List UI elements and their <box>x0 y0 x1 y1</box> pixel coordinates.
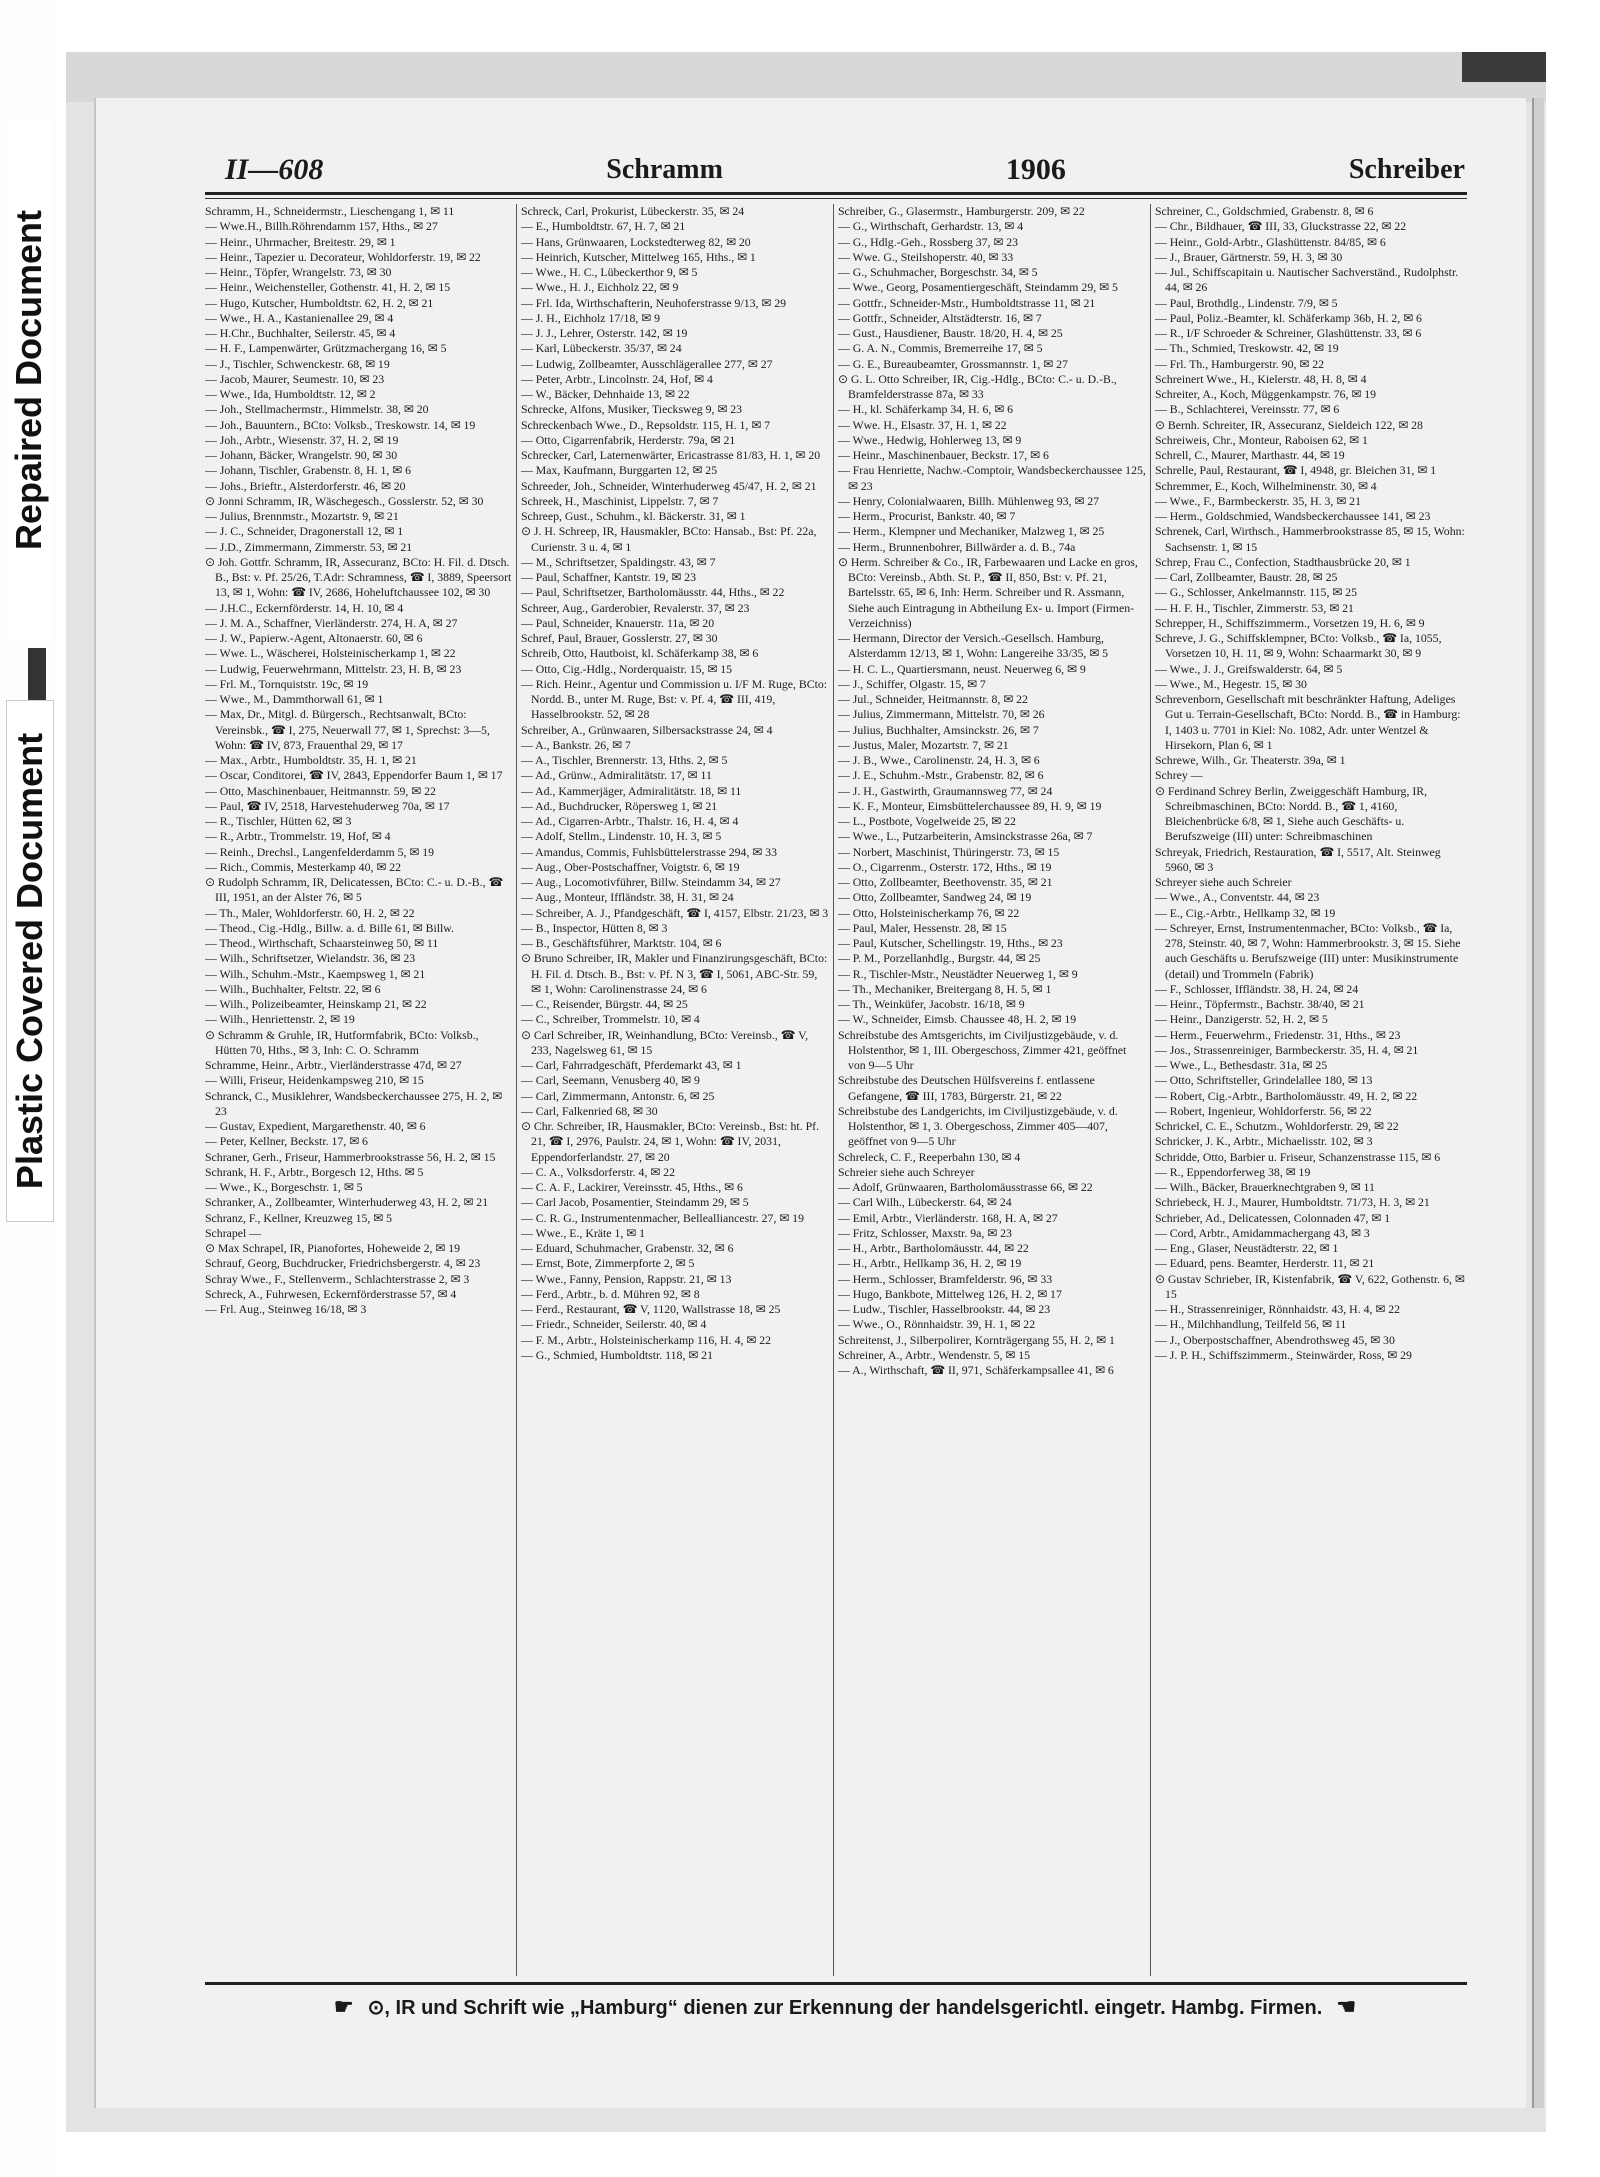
column-3 <box>838 204 1146 1976</box>
directory-entry: — Eng., Glaser, Neustädterstr. 22, ✉ 1 <box>1155 1241 1339 1255</box>
directory-entry: — F. M., Arbtr., Holsteinischerkamp 116, H. 4, ✉ 22 <box>521 1332 771 1347</box>
directory-entry: — E., Humboldtstr. 67, H. 7, ✉ 21 <box>521 219 686 234</box>
directory-entry: — Wwe., M., Dammthorwall 61, ✉ 1 <box>205 692 384 706</box>
directory-entry: — C. R. G., Instrumentenmacher, Bellealliancestr. 27, ✉ 19 <box>521 1210 804 1225</box>
directory-entry: — Wwe., Fanny, Pension, Rappstr. 21, ✉ 13 <box>521 1271 732 1286</box>
header-rule <box>205 192 1467 195</box>
directory-entry: Schray Wwe., F., Stellenverm., Schlachterstrasse 2, ✉ 3 <box>205 1271 470 1286</box>
directory-entry: — Paul, ☎ IV, 2518, Harvestehuderweg 70a, ✉ 17 <box>205 798 450 813</box>
directory-entry: — Oscar, Conditorei, ☎ IV, 2843, Eppendorfer Baum 1, ✉ 17 <box>205 768 503 783</box>
directory-entry: — Paul, Kutscher, Schellingstr. 19, Hths., ✉ 23 <box>838 936 1063 950</box>
directory-entry: — Wilh., Schriftsetzer, Wielandstr. 36, ✉ 23 <box>205 951 416 966</box>
directory-entry: — Paul, Maler, Hessenstr. 28, ✉ 15 <box>838 920 1007 935</box>
directory-entry: — Jul., Schiffscapitain u. Nautischer Sachverständ., Rudolphstr. 44, ✉ 26 <box>1155 265 1459 295</box>
directory-entry: — Hermann, Director der Versich.-Gesellsch. Hamburg, Alsterdamm 12/13, ✉ 1, Wohn: Langereihe 33/35, ✉ 5 <box>838 631 1109 661</box>
directory-entry: — Wwe. H., Elsastr. 37, H. 1, ✉ 22 <box>838 417 1007 432</box>
directory-entry: — Jacob, Maurer, Seumestr. 10, ✉ 23 <box>205 371 385 386</box>
directory-entry: — Jos., Strassenreiniger, Barmbeckerstr. 35, H. 4, ✉ 21 <box>1155 1042 1419 1057</box>
directory-entry: — O., Cigarrenm., Osterstr. 172, Hths., ✉ 19 <box>838 859 1052 874</box>
directory-entry: — H., Strassenreiniger, Rönnhaidstr. 43, H. 4, ✉ 22 <box>1155 1302 1400 1316</box>
directory-entry: — Wwe., M., Hegestr. 15, ✉ 30 <box>1155 676 1307 691</box>
directory-entry: — Joh., Stellmachermstr., Himmelstr. 38, ✉ 20 <box>205 402 429 417</box>
directory-entry: — K. F., Monteur, Eimsbüttelerchaussee 89, H. 9, ✉ 19 <box>838 798 1102 813</box>
directory-entry: — Carl, Fahrradgeschäft, Pferdemarkt 43, ✉ 1 <box>521 1058 742 1072</box>
directory-entry: — R., Tischler, Hütten 62, ✉ 3 <box>205 814 352 828</box>
directory-entry: Schreinert Wwe., H., Kielerstr. 48, H. 8, ✉ 4 <box>1155 371 1367 386</box>
directory-entry: — J. W., Papierw.-Agent, Altonaerstr. 60, ✉ 6 <box>205 631 423 645</box>
directory-entry: — Eduard, pens. Beamter, Herderstr. 11, ✉ 21 <box>1155 1256 1375 1271</box>
directory-entry: — Otto, Maschinenbauer, Heitmannstr. 59, ✉ 22 <box>205 783 436 798</box>
page-header <box>225 150 1465 190</box>
directory-entry: — Wilh., Schuhm.-Mstr., Kaempsweg 1, ✉ 21 <box>205 966 426 981</box>
directory-entry: — Wwe., A., Conventstr. 44, ✉ 23 <box>1155 890 1320 905</box>
directory-entry: Schrell, C., Maurer, Marthastr. 44, ✉ 19 <box>1155 448 1345 462</box>
directory-entry: Schranz, F., Kellner, Kreuzweg 15, ✉ 5 <box>205 1210 393 1225</box>
directory-entry: — Heinr., Gold-Arbtr., Glashüttenstr. 84/85, ✉ 6 <box>1155 234 1386 249</box>
directory-entry: Schrecke, Alfons, Musiker, Tiecksweg 9, ✉ 23 <box>521 402 743 417</box>
directory-entry: — Heinrich, Kutscher, Mittelweg 165, Hths., ✉ 1 <box>521 249 756 264</box>
plastic-covered-document-label: Plastic Covered Document <box>6 700 54 1222</box>
directory-entry: Schreibstube des Amtsgerichts, im Civiljustizgebäude, v. d. Holstenthor, ✉ 1, III. Obergeschoss, Zimmer 421, geöffnet von 9—5 Uhr <box>838 1027 1127 1072</box>
directory-entry: — Justus, Maler, Mozartstr. 7, ✉ 21 <box>838 737 1009 752</box>
directory-entry: — Theod., Wirthschaft, Schaarsteinweg 50, ✉ 11 <box>205 936 439 950</box>
directory-entry: — R., Eppendorferweg 38, ✉ 19 <box>1155 1164 1311 1179</box>
directory-entry: — E., Cig.-Arbtr., Hellkamp 32, ✉ 19 <box>1155 905 1336 920</box>
directory-entry: ⊙ Ferdinand Schrey Berlin, Zweiggeschäft Hamburg, IR, Schreibmaschinen, BCto: Nordd. B., ☎ 1, 4160, Bleichenbrücke 6/8, ✉ 1, Siehe auch Geschäfts- u. Berufszweige (III) unter: Schreibmaschinen <box>1155 783 1428 844</box>
directory-entry: — G. E., Bureaubeamter, Grossmannstr. 1, ✉ 27 <box>838 356 1068 371</box>
directory-entry: — Joh., Bauuntern., BCto: Volksb., Treskowstr. 14, ✉ 19 <box>205 417 476 432</box>
directory-entry: — Wwe., Ida, Humboldtstr. 12, ✉ 2 <box>205 387 376 401</box>
directory-entry: — Ludw., Tischler, Hasselbrookstr. 44, ✉ 23 <box>838 1302 1051 1316</box>
directory-entry: — Aug., Ober-Postschaffner, Voigtstr. 6, ✉ 19 <box>521 859 740 874</box>
directory-entry: — Julius, Buchhalter, Amsinckstr. 26, ✉ 7 <box>838 722 1039 737</box>
directory-entry: — J., Schiffer, Olgastr. 15, ✉ 7 <box>838 676 986 691</box>
directory-entry: ⊙ Herm. Schreiber & Co., IR, Farbewaaren und Lacke en gros, BCto: Vereinsb., Abth. St. P., ☎ II, 850, Bst: v. Pf. 21, Bartelsstr. 65, ✉ 6, Inh: Herm. Schreiber und R. Assmann, Siehe auch Eintragung in Abtheilung Ex- u. Import (Firmen-Verzeichniss) <box>838 554 1138 630</box>
directory-entry: — J. H., Eichholz 17/18, ✉ 9 <box>521 310 660 325</box>
directory-entry: Schreek, H., Maschinist, Lippelstr. 7, ✉ 7 <box>521 493 719 508</box>
directory-entry: — Schreyer, Ernst, Instrumentenmacher, BCto: Volksb., ☎ Ia, 278, Steinstr. 40, ✉ 7, Wohn: Hammerbrookstr. 3, ✉ 15. Siehe auch Geschäfts u. Berufszweige (III) unter: Musikinstrumente (detail) und Trommeln (Fabrik) <box>1155 920 1461 981</box>
directory-entry: — Heinr., Tapezier u. Decorateur, Wohldorferstr. 19, ✉ 22 <box>205 249 481 264</box>
directory-entry: — J., Oberpostschaffner, Abendrothsweg 45, ✉ 30 <box>1155 1332 1395 1347</box>
label-separator <box>28 648 46 704</box>
directory-entry: — Paul, Schneider, Knauerstr. 11a, ✉ 20 <box>521 615 715 630</box>
directory-entry: — Paul, Schaffner, Kantstr. 19, ✉ 23 <box>521 570 696 584</box>
directory-entry: — Th., Weinküfer, Jacobstr. 16/18, ✉ 9 <box>838 997 1025 1011</box>
directory-entry: — Eduard, Schuhmacher, Grabenstr. 32, ✉ 6 <box>521 1241 734 1255</box>
scan-corner-shadow <box>1462 52 1546 82</box>
directory-entry: — Gottfr., Schneider, Altstädterstr. 16, ✉ 7 <box>838 310 1042 325</box>
directory-entry: Schranker, A., Zollbeamter, Winterhuderweg 43, H. 2, ✉ 21 <box>205 1195 489 1210</box>
directory-entry: — Adolf, Stellm., Lindenstr. 10, H. 3, ✉ 5 <box>521 829 722 844</box>
directory-entry: — B., Schlachterei, Vereinsstr. 77, ✉ 6 <box>1155 402 1340 417</box>
directory-entry: — Hugo, Bankbote, Mittelweg 126, H. 2, ✉ 17 <box>838 1286 1062 1301</box>
directory-entry: — A., Bankstr. 26, ✉ 7 <box>521 737 631 752</box>
directory-entry: — Otto, Holsteinischerkamp 76, ✉ 22 <box>838 905 1020 920</box>
directory-entry: — Carl, Falkenried 68, ✉ 30 <box>521 1103 658 1118</box>
directory-entry: — G., Schlosser, Ankelmannstr. 115, ✉ 25 <box>1155 585 1357 600</box>
directory-entry: Schrepper, H., Schiffszimmerm., Vorsetzen 19, H. 6, ✉ 9 <box>1155 615 1425 630</box>
directory-entry: — Th., Schmied, Treskowstr. 42, ✉ 19 <box>1155 341 1339 356</box>
header-rule-thin <box>205 198 1467 199</box>
page-right-edge <box>1532 98 1544 2108</box>
directory-entry: — J. J., Lehrer, Osterstr. 142, ✉ 19 <box>521 326 688 340</box>
directory-entry: — Heinr., Töpfer, Wrangelstr. 73, ✉ 30 <box>205 265 392 279</box>
directory-entry: — R., Tischler-Mstr., Neustädter Neuerweg 1, ✉ 9 <box>838 966 1078 981</box>
directory-entry: — Ad., Kammerjäger, Admiralitätstr. 18, ✉ 11 <box>521 783 742 798</box>
repaired-document-label: Repaired Document <box>6 120 52 640</box>
directory-entry: Schrewe, Wilh., Gr. Theaterstr. 39a, ✉ 1 <box>1155 753 1346 767</box>
directory-entry: Schrevenborn, Gesellschaft mit beschränkter Haftung, Adeliges Gut u. Terrain-Gesellschaft, BCto: Nordd. B., ☎ in Hamburg: I, 1403 u. 7701 in Kiel: No. 1082, Adr. unter Wentzel & Hirsekorn, Plan 6, ✉ 1 <box>1155 692 1461 752</box>
header-year: 1906 <box>1005 153 1066 186</box>
directory-entry: — Karl, Lübeckerstr. 35/37, ✉ 24 <box>521 341 682 356</box>
directory-entry: — H. F. H., Tischler, Zimmerstr. 53, ✉ 21 <box>1155 600 1354 615</box>
directory-entry: Schreyak, Friedrich, Restauration, ☎ I, 5517, Alt. Steinweg 5960, ✉ 3 <box>1155 844 1441 874</box>
directory-entry: Schrenek, Carl, Wirthsch., Hammerbrookstrasse 85, ✉ 15, Wohn: Sachsenstr. 1, ✉ 15 <box>1155 524 1465 554</box>
directory-entry: — Carl, Zimmermann, Antonstr. 6, ✉ 25 <box>521 1088 715 1103</box>
directory-entry: — H. F., Lampenwärter, Grützmachergang 16, ✉ 5 <box>205 341 447 356</box>
directory-entry: — Julius, Zimmermann, Mittelstr. 70, ✉ 26 <box>838 707 1045 722</box>
directory-entry: — Max, Dr., Mitgl. d. Bürgersch., Rechtsanwalt, BCto: Vereinsbk., ☎ I, 275, Neuerwall 77, ✉ 1, Sprechst: 3—5, Wohn: ☎ IV, 873, Frauenthal 29, ✉ 17 <box>205 707 490 752</box>
directory-entry: — Gust., Hausdiener, Baustr. 18/20, H. 4, ✉ 25 <box>838 326 1063 340</box>
directory-entry: — J.D., Zimmermann, Zimmerstr. 53, ✉ 21 <box>205 539 413 554</box>
directory-entry: — Wwe., L., Bethesdastr. 31a, ✉ 25 <box>1155 1058 1328 1072</box>
footer-text: ⊙, IR und Schrift wie „Hamburg“ dienen zur Erkennung der handelsgerichtl. eingetr. Hambg. Firmen. <box>367 1996 1323 2019</box>
directory-entry: — Heinr., Weichensteller, Gothenstr. 41, H. 2, ✉ 15 <box>205 280 451 295</box>
directory-entry: — H. C. L., Quartiersmann, neust. Neuerweg 6, ✉ 9 <box>838 661 1086 676</box>
directory-entry: — Wwe. L., Wäscherei, Holsteinischerkamp 1, ✉ 22 <box>205 646 456 661</box>
directory-entry: — Frau Henriette, Nachw.-Comptoir, Wandsbeckerchaussee 125, ✉ 23 <box>838 463 1146 493</box>
directory-entry: Schreib, Otto, Hautboist, kl. Schäferkamp 38, ✉ 6 <box>521 646 759 661</box>
directory-entry: ⊙ Max Schrapel, IR, Pianofortes, Hoheweide 2, ✉ 19 <box>205 1241 460 1255</box>
directory-entry: — Wwe., K., Borgeschstr. 1, ✉ 5 <box>205 1180 363 1194</box>
directory-entry: — Ferd., Restaurant, ☎ V, 1120, Wallstrasse 18, ✉ 25 <box>521 1302 781 1316</box>
directory-entry: — Wwe., Hedwig, Hohlerweg 13, ✉ 9 <box>838 432 1022 447</box>
directory-entry: — G., Wirthschaft, Gerhardstr. 13, ✉ 4 <box>838 219 1024 234</box>
header-left-word: Schramm <box>606 154 723 185</box>
directory-entry: — H., kl. Schäferkamp 34, H. 6, ✉ 6 <box>838 402 1014 417</box>
directory-entry: — J.H.C., Eckernförderstr. 14, H. 10, ✉ 4 <box>205 600 404 615</box>
directory-entry: — Heinr., Maschinenbauer, Beckstr. 17, ✉ 6 <box>838 448 1049 462</box>
directory-entry: — H.Chr., Buchhalter, Seilerstr. 45, ✉ 4 <box>205 326 396 340</box>
directory-entry: — A., Wirthschaft, ☎ II, 971, Schäferkampsallee 41, ✉ 6 <box>838 1363 1114 1377</box>
column-4 <box>1155 204 1465 1976</box>
directory-entry: Schreck, A., Fuhrwesen, Eckernförderstrasse 57, ✉ 4 <box>205 1286 457 1301</box>
directory-entry: Schricker, J. K., Arbtr., Michaelisstr. 102, ✉ 3 <box>1155 1134 1373 1149</box>
directory-entry: — Rich., Commis, Mesterkamp 40, ✉ 22 <box>205 859 402 874</box>
directory-entry: — Th., Maler, Wohldorferstr. 60, H. 2, ✉ 22 <box>205 905 415 920</box>
directory-entry: Schrep, Frau C., Confection, Stadthausbrücke 20, ✉ 1 <box>1155 554 1411 569</box>
header-right-word: Schreiber <box>1348 154 1465 185</box>
directory-entry: — Herm., Brunnenbohrer, Billwärder a. d. B., 74a <box>838 539 1076 554</box>
column-divider <box>516 204 517 1976</box>
directory-entry: Schref, Paul, Brauer, Gosslerstr. 27, ✉ 30 <box>521 631 718 645</box>
directory-entry: — C., Schreiber, Trommelstr. 10, ✉ 4 <box>521 1012 700 1027</box>
directory-entry: — B., Inspector, Hütten 8, ✉ 3 <box>521 920 668 935</box>
directory-entry: — Peter, Arbtr., Lincolnstr. 24, Hof, ✉ 4 <box>521 371 713 386</box>
directory-entry: — Paul, Poliz.-Beamter, kl. Schäferkamp 36b, H. 2, ✉ 6 <box>1155 310 1422 325</box>
directory-entry: — J. C., Schneider, Dragonerstall 12, ✉ 1 <box>205 524 404 539</box>
directory-entry: — Willi, Friseur, Heidenkampsweg 210, ✉ 15 <box>205 1073 424 1088</box>
directory-entry: — Norbert, Maschinist, Thüringerstr. 73, ✉ 15 <box>838 844 1060 859</box>
directory-entry: Schreiner, C., Goldschmied, Grabenstr. 8, ✉ 6 <box>1155 204 1374 218</box>
directory-entry: — A., Tischler, Brennerstr. 13, Hths. 2, ✉ 5 <box>521 753 728 767</box>
directory-entry: Schramm, H., Schneidermstr., Lieschengang 1, ✉ 11 <box>205 204 455 218</box>
directory-entry: — Schreiber, A. J., Pfandgeschäft, ☎ I, 4157, Elbstr. 21/23, ✉ 3 <box>521 905 829 920</box>
directory-entry: Schrapel — <box>205 1225 262 1240</box>
directory-entry: ⊙ J. H. Schreep, IR, Hausmakler, BCto: Hansab., Bst: Pf. 22a, Curienstr. 3 u. 4, ✉ 1 <box>521 524 817 554</box>
footer-rule <box>205 1982 1467 1985</box>
directory-entry: — Henry, Colonialwaaren, Billh. Mühlenweg 93, ✉ 27 <box>838 493 1100 508</box>
column-divider <box>833 204 834 1976</box>
directory-entry: — Wilh., Polizeibeamter, Heinskamp 21, ✉ 22 <box>205 997 427 1011</box>
directory-entry: — Herm., Schlosser, Bramfelderstr. 96, ✉ 33 <box>838 1271 1053 1286</box>
directory-entry: — Chr., Bildhauer, ☎ III, 33, Gluckstrasse 22, ✉ 22 <box>1155 219 1407 234</box>
directory-entry: Schraner, Gerh., Friseur, Hammerbrookstrasse 56, H. 2, ✉ 15 <box>205 1149 496 1164</box>
directory-entry: Schreibstube des Deutschen Hülfsvereins f. entlassene Gefangene, ☎ III, 1783, Bürgerstr. 21, ✉ 22 <box>838 1073 1095 1103</box>
directory-entry: — G., Schmied, Humboldtstr. 118, ✉ 21 <box>521 1347 713 1362</box>
directory-entry: — Wwe., L., Putzarbeiterin, Amsinckstrasse 26a, ✉ 7 <box>838 829 1093 844</box>
directory-entry: — Otto, Cigarrenfabrik, Herderstr. 79a, ✉ 21 <box>521 432 736 447</box>
directory-entry: — J. P. H., Schiffszimmerm., Steinwärder, Ross, ✉ 29 <box>1155 1347 1412 1362</box>
directory-entry: — Frl. Th., Hamburgerstr. 90, ✉ 22 <box>1155 356 1325 371</box>
directory-entry: Schreiber, G., Glasermstr., Hamburgerstr. 209, ✉ 22 <box>838 204 1085 218</box>
directory-entry: — Otto, Zollbeamter, Sandweg 24, ✉ 19 <box>838 890 1032 905</box>
directory-entry: — Frl. Ida, Wirthschafterin, Neuhoferstrasse 9/13, ✉ 29 <box>521 295 787 310</box>
directory-entry: — Robert, Ingenieur, Wohldorferstr. 56, ✉ 22 <box>1155 1103 1372 1118</box>
directory-entry: — Ludwig, Zollbeamter, Ausschlägerallee 277, ✉ 27 <box>521 356 773 371</box>
directory-entry: — H., Arbtr., Hellkamp 36, H. 2, ✉ 19 <box>838 1256 1022 1271</box>
directory-entry: — Carl Wilh., Lübeckerstr. 64, ✉ 24 <box>838 1195 1012 1210</box>
directory-entry: — Julius, Brennmstr., Mozartstr. 9, ✉ 21 <box>205 509 399 523</box>
directory-entry: — W., Schneider, Eimsb. Chaussee 48, H. 2, ✉ 19 <box>838 1012 1077 1027</box>
directory-entry: ⊙ Carl Schreiber, IR, Weinhandlung, BCto: Vereinsb., ☎ V, 233, Nagelsweg 61, ✉ 15 <box>521 1027 809 1057</box>
directory-entry: — Otto, Cig.-Hdlg., Norderquaistr. 15, ✉ 15 <box>521 661 733 676</box>
directory-entry: Schrauf, Georg, Buchdrucker, Friedrichsbergerstr. 4, ✉ 23 <box>205 1256 481 1271</box>
directory-entry: — Johann, Bäcker, Wrangelstr. 90, ✉ 30 <box>205 448 398 462</box>
directory-entry: Schreiber, A., Grünwaaren, Silbersackstrasse 24, ✉ 4 <box>521 722 773 737</box>
page-footer <box>240 1992 1450 2022</box>
directory-entry: Schreeder, Joh., Schneider, Winterhuderweg 45/47, H. 2, ✉ 21 <box>521 478 817 493</box>
directory-entry: — Peter, Kellner, Beckstr. 17, ✉ 6 <box>205 1134 368 1149</box>
directory-entry: — H., Arbtr., Bartholomäusstr. 44, ✉ 22 <box>838 1241 1029 1255</box>
directory-entry: Schreyer siehe auch Schreier <box>1155 875 1292 889</box>
directory-entry: — Carl Jacob, Posamentier, Steindamm 29, ✉ 5 <box>521 1195 749 1210</box>
directory-entry: — Herm., Feuerwehrm., Friedenstr. 31, Hths., ✉ 23 <box>1155 1027 1401 1042</box>
directory-entry: — J. B., Wwe., Carolinenstr. 24, H. 3, ✉ 6 <box>838 753 1040 767</box>
scan-frame-top <box>66 52 1546 102</box>
directory-entry: — Otto, Zollbeamter, Beethovenstr. 35, ✉ 21 <box>838 875 1053 889</box>
directory-entry: — Robert, Cig.-Arbtr., Bartholomäusstr. 49, H. 2, ✉ 22 <box>1155 1088 1418 1103</box>
directory-entry: Schranck, C., Musiklehrer, Wandsbeckerchaussee 275, H. 2, ✉ 23 <box>205 1088 503 1118</box>
directory-entry: — Th., Mechaniker, Breitergang 8, H. 5, ✉ 1 <box>838 981 1052 996</box>
directory-entry: — Herm., Klempner und Mechaniker, Malzweg 1, ✉ 25 <box>838 524 1105 539</box>
directory-entry: — Frl. Aug., Steinweg 16/18, ✉ 3 <box>205 1302 367 1316</box>
directory-entry: — Otto, Schriftsteller, Grindelallee 180, ✉ 13 <box>1155 1073 1373 1088</box>
directory-entry: — Rich. Heinr., Agentur und Commission u. I/F M. Ruge, BCto: Nordd. B., unter M. Ruge, Bst: v. Pf. 4, ☎ III, 419, Hasselbrookstr. 52, ✉ 28 <box>521 676 828 722</box>
directory-entry: — Wwe., J. J., Greifswalderstr. 64, ✉ 5 <box>1155 661 1343 676</box>
directory-entry: — G., Hdlg.-Geh., Rossberg 37, ✉ 23 <box>838 234 1019 249</box>
directory-entry: — Heinr., Töpfermstr., Bachstr. 38/40, ✉ 21 <box>1155 997 1365 1011</box>
directory-entry: ⊙ Bruno Schreiber, IR, Makler und Finanzirungsgeschäft, BCto: H. Fil. d. Dtsch. B., Bst: v. Pf. N 3, ☎ I, 5061, ABC-Str. 59, ✉ 1, Wohn: Carolinenstrasse 24, ✉ 6 <box>521 951 828 996</box>
directory-entry: — Wwe. G., Steilshoperstr. 40, ✉ 33 <box>838 249 1014 264</box>
directory-entry: Schrank, H. F., Arbtr., Borgesch 12, Hths. ✉ 5 <box>205 1164 424 1179</box>
directory-entry: — Amandus, Commis, Fuhlsbüttelerstrasse 294, ✉ 33 <box>521 844 777 859</box>
directory-entry: — Paul, Schriftsetzer, Bartholomäusstr. 44, Hths., ✉ 22 <box>521 585 785 600</box>
directory-entry: — Ad., Grünw., Admiralitätstr. 17, ✉ 11 <box>521 768 712 783</box>
directory-entry: — Wwe., H. A., Kastanienallee 29, ✉ 4 <box>205 310 394 325</box>
directory-entry: Schreier siehe auch Schreyer <box>838 1164 975 1179</box>
directory-entry: — Wwe., O., Rönnhaidstr. 39, H. 1, ✉ 22 <box>838 1317 1036 1332</box>
directory-entry: — Wwe., E., Kräte 1, ✉ 1 <box>521 1225 645 1240</box>
column-2 <box>521 204 829 1976</box>
directory-entry: — Hans, Grünwaaren, Lockstedterweg 82, ✉ 20 <box>521 234 751 249</box>
directory-entry: — C. A. F., Lackirer, Vereinsstr. 45, Hths., ✉ 6 <box>521 1180 743 1194</box>
directory-entry: Schreer, Aug., Garderobier, Revalerstr. 37, ✉ 23 <box>521 600 750 615</box>
directory-entry: — J., Brauer, Gärtnerstr. 59, H. 3, ✉ 30 <box>1155 249 1343 264</box>
directory-entry: — J., Tischler, Schwenckestr. 68, ✉ 19 <box>205 356 390 371</box>
directory-entry: — Herm., Procurist, Bankstr. 40, ✉ 7 <box>838 509 1016 523</box>
directory-entry: Schreckenbach Wwe., D., Repsoldstr. 115, H. 1, ✉ 7 <box>521 417 771 432</box>
directory-entry: — Wwe., F., Barmbeckerstr. 35, H. 3, ✉ 21 <box>1155 493 1361 508</box>
directory-entry: — Fritz, Schlosser, Maxstr. 9a, ✉ 23 <box>838 1225 1012 1240</box>
directory-entry: Schreleck, C. F., Reeperbahn 130, ✉ 4 <box>838 1149 1021 1164</box>
directory-entry: ⊙ Rudolph Schramm, IR, Delicatessen, BCto: C.- u. D.-B., ☎ III, 1951, an der Alster 76, ✉ 5 <box>205 875 504 905</box>
directory-entry: Schreitenst, J., Silberpolirer, Kornträgergang 55, H. 2, ✉ 1 <box>838 1332 1115 1347</box>
directory-entry: Schremmer, E., Koch, Wilhelminenstr. 30, ✉ 4 <box>1155 478 1377 493</box>
directory-entry: — Theod., Cig.-Hdlg., Billw. a. d. Bille 61, ✉ Billw. <box>205 920 454 935</box>
directory-entry: — Max, Kaufmann, Burggarten 12, ✉ 25 <box>521 463 718 478</box>
directory-entry: — Joh., Arbtr., Wiesenstr. 37, H. 2, ✉ 19 <box>205 432 399 447</box>
directory-entry: — Emil, Arbtr., Vierländerstr. 168, H. A, ✉ 27 <box>838 1210 1058 1225</box>
directory-entry: — Adolf, Grünwaaren, Bartholomäusstrasse 66, ✉ 22 <box>838 1180 1093 1194</box>
directory-entry: — Gustav, Expedient, Margarethenstr. 40, ✉ 6 <box>205 1119 426 1133</box>
directory-entry: — C., Reisender, Bürgstr. 44, ✉ 25 <box>521 997 688 1011</box>
directory-entry: — Heinr., Danzigerstr. 52, H. 2, ✉ 5 <box>1155 1012 1328 1027</box>
directory-entry: ⊙ Joh. Gottfr. Schramm, IR, Assecuranz, BCto: H. Fil. d. Dtsch. B., Bst: v. Pf. 25/26, T.Adr: Schramness, ☎ I, 3889, Speersort 13, ✉ 1, Wohn: ☎ IV, 2686, Hoheluftchaussee 102, ✉ 30 <box>205 554 512 600</box>
directory-entry: — Wilh., Henriettenstr. 2, ✉ 19 <box>205 1012 355 1027</box>
directory-entry: — J. E., Schuhm.-Mstr., Grabenstr. 82, ✉ 6 <box>838 768 1044 783</box>
directory-entry: — Ad., Buchdrucker, Röpersweg 1, ✉ 21 <box>521 798 718 813</box>
directory-entry: — Carl, Zollbeamter, Baustr. 28, ✉ 25 <box>1155 570 1338 584</box>
directory-entry: — J. M. A., Schaffner, Vierländerstr. 274, H. A, ✉ 27 <box>205 615 458 630</box>
directory-entry: — Johs., Brieftr., Alsterdorferstr. 46, ✉ 20 <box>205 478 406 493</box>
directory-entry: ⊙ Schramm & Gruhle, IR, Hutformfabrik, BCto: Volksb., Hütten 70, Hths., ✉ 3, Inh: C. O. Schramm <box>205 1027 479 1057</box>
directory-entry: — Ludwig, Feuerwehrmann, Mittelstr. 23, H. B, ✉ 23 <box>205 661 462 676</box>
pointing-hand-icon: ☚ <box>1336 1994 1357 2019</box>
directory-entry: — Wwe., H. C., Lübeckerthor 9, ✉ 5 <box>521 265 698 279</box>
directory-entry: — F., Schlosser, Iffländstr. 38, H. 24, ✉ 24 <box>1155 981 1359 996</box>
directory-entry: — Ferd., Arbtr., b. d. Mühren 92, ✉ 8 <box>521 1286 700 1301</box>
directory-entry: Schreck, Carl, Prokurist, Lübeckerstr. 35, ✉ 24 <box>521 204 745 218</box>
directory-entry: — Ad., Cigarren-Arbtr., Thalstr. 16, H. 4, ✉ 4 <box>521 814 739 828</box>
directory-entry: Schriebeck, H. J., Maurer, Humboldtstr. 71/73, H. 3, ✉ 21 <box>1155 1195 1430 1210</box>
directory-entry: — J. H., Gastwirth, Graumannsweg 77, ✉ 24 <box>838 783 1053 798</box>
directory-entry: Schreve, J. G., Schiffsklempner, BCto: Volksb., ☎ Ia, 1055, Vorsetzen 10, H. 11, ✉ 9, Wohn: Schaarmarkt 30, ✉ 9 <box>1155 631 1442 661</box>
directory-entry: — Paul, Brothdlg., Lindenstr. 7/9, ✉ 5 <box>1155 295 1338 310</box>
directory-entry: — Heinr., Uhrmacher, Breitestr. 29, ✉ 1 <box>205 234 396 249</box>
directory-entry: Schrey — <box>1155 768 1203 783</box>
directory-entry: — Wwe., H. J., Eichholz 22, ✉ 9 <box>521 280 679 295</box>
directory-entry: — Carl, Seemann, Venusberg 40, ✉ 9 <box>521 1073 700 1088</box>
directory-entry: — Reinh., Drechsl., Langenfelderdamm 5, ✉ 19 <box>205 844 435 859</box>
directory-entry: Schrickel, C. E., Schutzm., Wohldorferstr. 29, ✉ 22 <box>1155 1119 1399 1133</box>
page-number: II—608 <box>225 153 324 186</box>
directory-entry: — Cord, Arbtr., Amidammachergang 43, ✉ 3 <box>1155 1225 1370 1240</box>
directory-entry: — Aug., Locomotivführer, Billw. Steindamm 34, ✉ 27 <box>521 875 781 889</box>
directory-entry: Schridde, Otto, Barbier u. Friseur, Schanzenstrasse 115, ✉ 6 <box>1155 1149 1441 1164</box>
directory-entry: ⊙ Chr. Schreiber, IR, Hausmakler, BCto: Vereinsb., Bst: ht. Pf. 21, ☎ I, 2976, Paulstr. 24, ✉ 1, Wohn: ☎ IV, 2031, Eppendorferlandstr. 27, ✉ 20 <box>521 1119 820 1164</box>
directory-entry: — Jul., Schneider, Heitmannstr. 8, ✉ 22 <box>838 692 1028 706</box>
directory-entry: — M., Schriftsetzer, Spaldingstr. 43, ✉ 7 <box>521 554 716 569</box>
column-divider <box>1150 204 1151 1976</box>
directory-entry: ⊙ G. L. Otto Schreiber, IR, Cig.-Hdlg., BCto: C.- u. D.-B., Bramfelderstrasse 87a, ✉ 33 <box>838 371 1117 401</box>
directory-entry: Schrelle, Paul, Restaurant, ☎ I, 4948, gr. Bleichen 31, ✉ 1 <box>1155 463 1437 478</box>
directory-entry: — Aug., Monteur, Iffländstr. 38, H. 31, ✉ 24 <box>521 890 734 905</box>
directory-entry: Schramme, Heinr., Arbtr., Vierländerstrasse 47d, ✉ 27 <box>205 1058 462 1072</box>
directory-entry: ⊙ Jonni Schramm, IR, Wäschegesch., Gosslerstr. 52, ✉ 30 <box>205 493 484 508</box>
directory-entry: Schreibstube des Landgerichts, im Civiljustizgebäude, v. d. Holstenthor, ✉ 1, 3. Obergeschoss, Zimmer 405—407, geöffnet von 9—5 Uhr <box>838 1103 1118 1149</box>
directory-entry: — H., Milchhandlung, Teilfeld 56, ✉ 11 <box>1155 1317 1347 1332</box>
directory-entry: — Wilh., Bäcker, Brauerknechtgraben 9, ✉ 11 <box>1155 1180 1375 1194</box>
directory-entry: — Gottfr., Schneider-Mstr., Humboldtstrasse 11, ✉ 21 <box>838 295 1096 310</box>
pointing-hand-icon: ☛ <box>333 1994 354 2019</box>
directory-entry: — G. A. N., Commis, Bremerreihe 17, ✉ 5 <box>838 341 1043 356</box>
directory-entry: ⊙ Bernh. Schreiter, IR, Assecuranz, Sieldeich 122, ✉ 28 <box>1155 417 1423 432</box>
directory-entry: — R., Arbtr., Trommelstr. 19, Hof, ✉ 4 <box>205 829 391 844</box>
directory-entry: — Wilh., Buchhalter, Feltstr. 22, ✉ 6 <box>205 981 381 996</box>
directory-entry: — Herm., Goldschmied, Wandsbeckerchaussee 141, ✉ 23 <box>1155 509 1431 523</box>
directory-entry: — L., Postbote, Vogelweide 25, ✉ 22 <box>838 814 1016 828</box>
directory-entry: — Wwe., Georg, Posamentiergeschäft, Steindamm 29, ✉ 5 <box>838 280 1118 295</box>
column-1 <box>205 204 512 1976</box>
directory-entry: — Frl. M., Tornquiststr. 19c, ✉ 19 <box>205 676 369 691</box>
directory-entry: — Friedr., Schneider, Seilerstr. 40, ✉ 4 <box>521 1317 707 1332</box>
directory-entry: — R., I/F Schroeder & Schreiner, Glashüttenstr. 33, ✉ 6 <box>1155 326 1422 340</box>
directory-entry: Schreiter, A., Koch, Müggenkampstr. 76, ✉ 19 <box>1155 387 1377 401</box>
directory-entry: — Johann, Tischler, Grabenstr. 8, H. 1, ✉ 6 <box>205 463 412 478</box>
directory-entry: Schreiweis, Chr., Monteur, Raboisen 62, ✉ 1 <box>1155 432 1368 447</box>
directory-entry: Schrecker, Carl, Laternenwärter, Ericastrasse 81/83, H. 1, ✉ 20 <box>521 448 821 462</box>
directory-entry: — C. A., Volksdorferstr. 4, ✉ 22 <box>521 1164 675 1179</box>
directory-entry: ⊙ Gustav Schrieber, IR, Kistenfabrik, ☎ V, 622, Gothenstr. 6, ✉ 15 <box>1155 1271 1465 1301</box>
directory-entry: Schreep, Gust., Schuhm., kl. Bäckerstr. 31, ✉ 1 <box>521 509 746 523</box>
directory-entry: Schrieber, Ad., Delicatessen, Colonnaden 47, ✉ 1 <box>1155 1210 1391 1225</box>
directory-entry: — B., Geschäftsführer, Marktstr. 104, ✉ 6 <box>521 936 722 950</box>
directory-entry: — G., Schuhmacher, Borgeschstr. 34, ✉ 5 <box>838 265 1038 279</box>
directory-entry: — Hugo, Kutscher, Humboldtstr. 62, H. 2, ✉ 21 <box>205 295 434 310</box>
directory-entry: — P. M., Porzellanhdlg., Burgstr. 44, ✉ 25 <box>838 951 1041 966</box>
directory-entry: — W., Bäcker, Dehnhaide 13, ✉ 22 <box>521 387 690 401</box>
directory-columns <box>205 204 1467 1976</box>
directory-entry: Schreiner, A., Arbtr., Wendenstr. 5, ✉ 15 <box>838 1347 1031 1362</box>
directory-entry: — Wwe.H., Billh.Röhrendamm 157, Hths., ✉ 27 <box>205 219 438 234</box>
directory-entry: — Max., Arbtr., Humboldtstr. 35, H. 1, ✉ 21 <box>205 753 417 767</box>
directory-entry: — Ernst, Bote, Zimmerpforte 2, ✉ 5 <box>521 1256 695 1271</box>
